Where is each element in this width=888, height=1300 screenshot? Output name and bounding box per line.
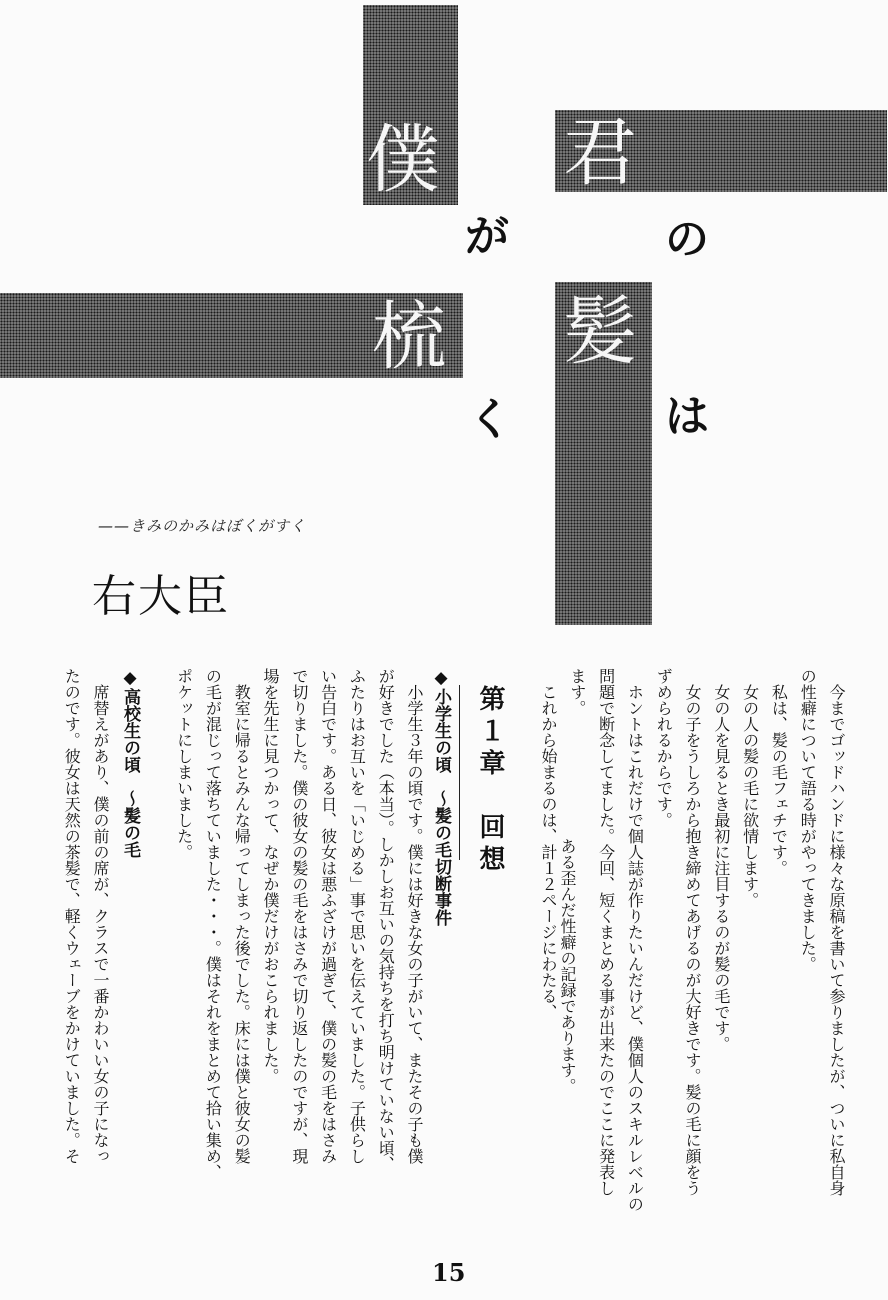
section-body-highschool: 席替えがあり、僕の前の席が、クラスで一番かわいい女の子になっ たのです。彼女は天然の茶髪で、軽くウェーブをかけていました。そ — [62, 668, 110, 1164]
section-body-elementary: 小学生３年の頃です。僕には好きな女の子がいて、またその子も僕 が好きでした（本当）。しかしお互いの気持ちを打ち明けていない頃、 ふたりはお互いを「いじめる」事で思いを伝えていました。子供らし い告白です。ある日、彼女は悪ふざけが過ぎて、僕の髪の毛をはさみ で切りました。僕の彼女の髪の毛をはさみで切り返したのですが、現 場を先生に見つかって、なぜか僕だけがおこられました。 教室に帰るとみんな帰ってしまった後でした。床には僕と彼女の髪 の毛が混じって落ちていました・・・。僕はそれをまとめて拾い集め、 ポケットにしまいました。 — [174, 668, 424, 1180]
title-kana-no: の — [665, 214, 709, 265]
page-number: 15 — [432, 1258, 466, 1287]
section-heading-highschool: ◆高校生の頃 〜髪の毛 — [120, 668, 140, 858]
title-kanji-boku: 僕 — [366, 117, 440, 203]
title-kanji-kimi: 君 — [563, 110, 637, 196]
intro-closing: ある歪んだ性癖の記録であります。 — [558, 838, 577, 1094]
title-kanji-suku: 梳 — [372, 294, 446, 380]
intro-text: 今までゴッドハンドに様々な原稿を書いて参りましたが、ついに私自身 の性癖について語る時がやってきました。 私は、髪の毛フェチです。 女の人の髪の毛に欲情します。 女の人を見るとき最初に注目するのが髪の毛です。 女の子をうしろから抱き締めてあげるのが大好きです。髪の毛に顔をう ずめられるからです。 ホントはこれだけで個人誌が作りたいんだけど、僕個人のスキルレベルの 問題で断念してました。今回、短くまとめる事が出来たのでここに発表し ます。 これから始まるのは、計１２ページにわたる、 — [539, 668, 846, 1212]
author-name: 右大臣 — [92, 571, 230, 622]
title-kana-ga: が — [465, 211, 509, 262]
section-heading-elementary: ◆小学生の頃 〜髪の毛切断事件 — [431, 668, 451, 926]
title-kana-ku: く — [468, 394, 512, 445]
title-kana-ha: は — [665, 391, 709, 442]
title-reading: ——きみのかみはぼくがすく — [98, 517, 307, 535]
chapter-heading: 第１章 回想 — [459, 685, 513, 860]
title-kanji-kami: 髪 — [563, 289, 637, 375]
